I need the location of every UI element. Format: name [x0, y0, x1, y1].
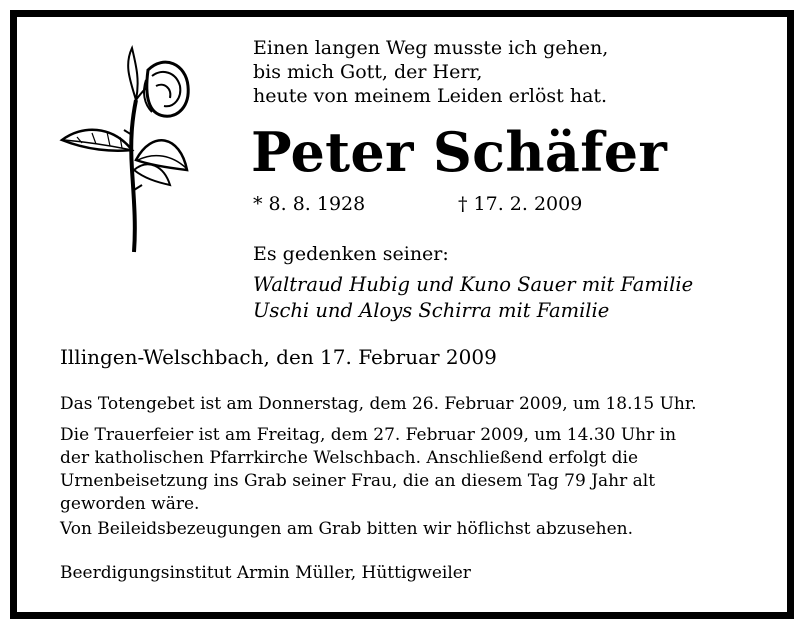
condolence-notice: Von Beileidsbezeugungen am Grab bitten wir höflichst abzusehen.	[60, 519, 633, 539]
place-date: Illingen-Welschbach, den 17. Februar 2009	[60, 345, 497, 369]
verse-line: bis mich Gott, der Herr,	[253, 61, 483, 83]
rose-icon	[52, 40, 192, 255]
funeral-line: Urnenbeisetzung ins Grab seiner Frau, die an diesem Tag 79 Jahr alt	[60, 471, 656, 491]
verse-line: Einen langen Weg musste ich gehen,	[253, 37, 609, 59]
verse	[253, 36, 608, 108]
deceased-name: Peter Schäfer	[251, 120, 668, 184]
funeral-line: geworden wäre.	[60, 494, 200, 514]
mourners-list	[253, 272, 693, 324]
funeral-line: der katholischen Pfarrkirche Welschbach. Anschließend erfolgt die	[60, 448, 639, 468]
birth-date: * 8. 8. 1928	[253, 193, 366, 215]
prayer-notice: Das Totengebet ist am Donnerstag, dem 26. Februar 2009, um 18.15 Uhr.	[60, 394, 697, 414]
mourner-line: Waltraud Hubig und Kuno Sauer mit Familie	[253, 273, 694, 296]
funeral-notice	[60, 424, 676, 516]
death-date: † 17. 2. 2009	[458, 193, 583, 215]
mourner-line: Uschi und Aloys Schirra mit Familie	[253, 299, 610, 322]
funeral-line: Die Trauerfeier ist am Freitag, dem 27. Februar 2009, um 14.30 Uhr in	[60, 425, 677, 445]
remembrance-intro: Es gedenken seiner:	[253, 243, 449, 265]
undertaker: Beerdigungsinstitut Armin Müller, Hüttigweiler	[60, 563, 471, 583]
verse-line: heute von meinem Leiden erlöst hat.	[253, 85, 608, 107]
